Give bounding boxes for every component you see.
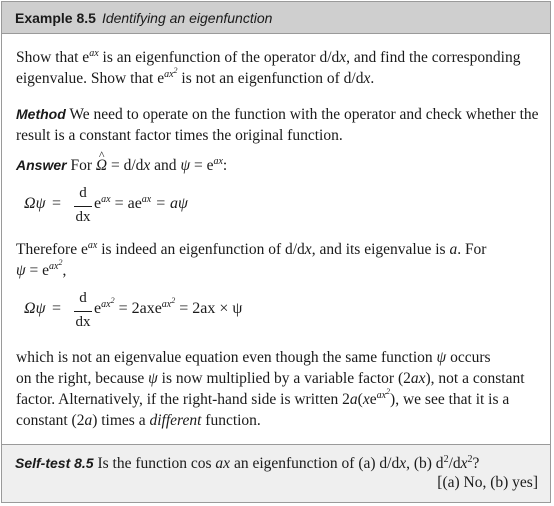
method-paragraph (16, 104, 540, 146)
conclusion-line-4: constant (2a) times a different function. (16, 412, 261, 429)
intro-line-1: Show that $e^{ax}$ is an eigenfunction of the operator d/dx, and find the corresponding (16, 48, 521, 66)
method-label: Method (16, 106, 66, 122)
therefore-line-2: $\psi = e^{ax^2}$, (16, 258, 67, 279)
conclusion-line-1: which is not an eigenvalue equation even though the same function ψ occurs (16, 349, 491, 366)
intro-line-2: eigenvalue. Show that $e^{ax^2}$ is not an eigenfunction of d/dx. (16, 66, 375, 87)
equation-2: Ωψ = d dx $e^{ax^2} = 2axe^{ax^2} = 2ax \times \psi$ (24, 290, 243, 330)
example-number: Example 8.5 (15, 10, 96, 26)
example-header (2, 2, 550, 34)
therefore-line-1: Therefore $e^{ax}$ is indeed an eigenfunction of d/dx, and its eigenvalue is a. For (16, 240, 487, 258)
therefore-paragraph (16, 239, 540, 281)
conclusion-paragraph (16, 347, 540, 431)
equation-1: Ωψ = d dx $e^{ax} = ae^{ax} = a\psi$ (24, 185, 188, 225)
self-test-section (2, 444, 550, 502)
conclusion-line-2: on the right, because ψ is now multiplied by a variable factor (2ax), not a constant (16, 370, 525, 387)
answer-paragraph: Answer For ^ Ω = d/dx and $\psi = e^{ax}$: (16, 155, 540, 176)
example-title: Identifying an eigenfunction (101, 10, 273, 26)
method-text: We need to operate on the function with the operator and check whether the result is a constant factor times the original function. (16, 106, 539, 144)
example-box (1, 1, 551, 503)
answer-label: Answer (16, 157, 67, 173)
self-test-answer: [(a) No, (b) yes] (437, 474, 538, 491)
eq2-lhs: Ωψ (24, 300, 46, 317)
eq1-lhs: Ωψ (24, 195, 46, 212)
conclusion-line-3: factor. Alternatively, if the right-hand side is written $2a(xe^{ax^2})$, we see that it is a (16, 387, 510, 408)
self-test-question: Self-test 8.5 Is the function cos ax an eigenfunction of (a) d/dx, (b) $d^2/dx^2$? (15, 454, 480, 472)
intro-paragraph (16, 47, 540, 89)
omega-operator: ^ Ω (96, 155, 107, 176)
self-test-label: Self-test 8.5 (15, 455, 94, 471)
